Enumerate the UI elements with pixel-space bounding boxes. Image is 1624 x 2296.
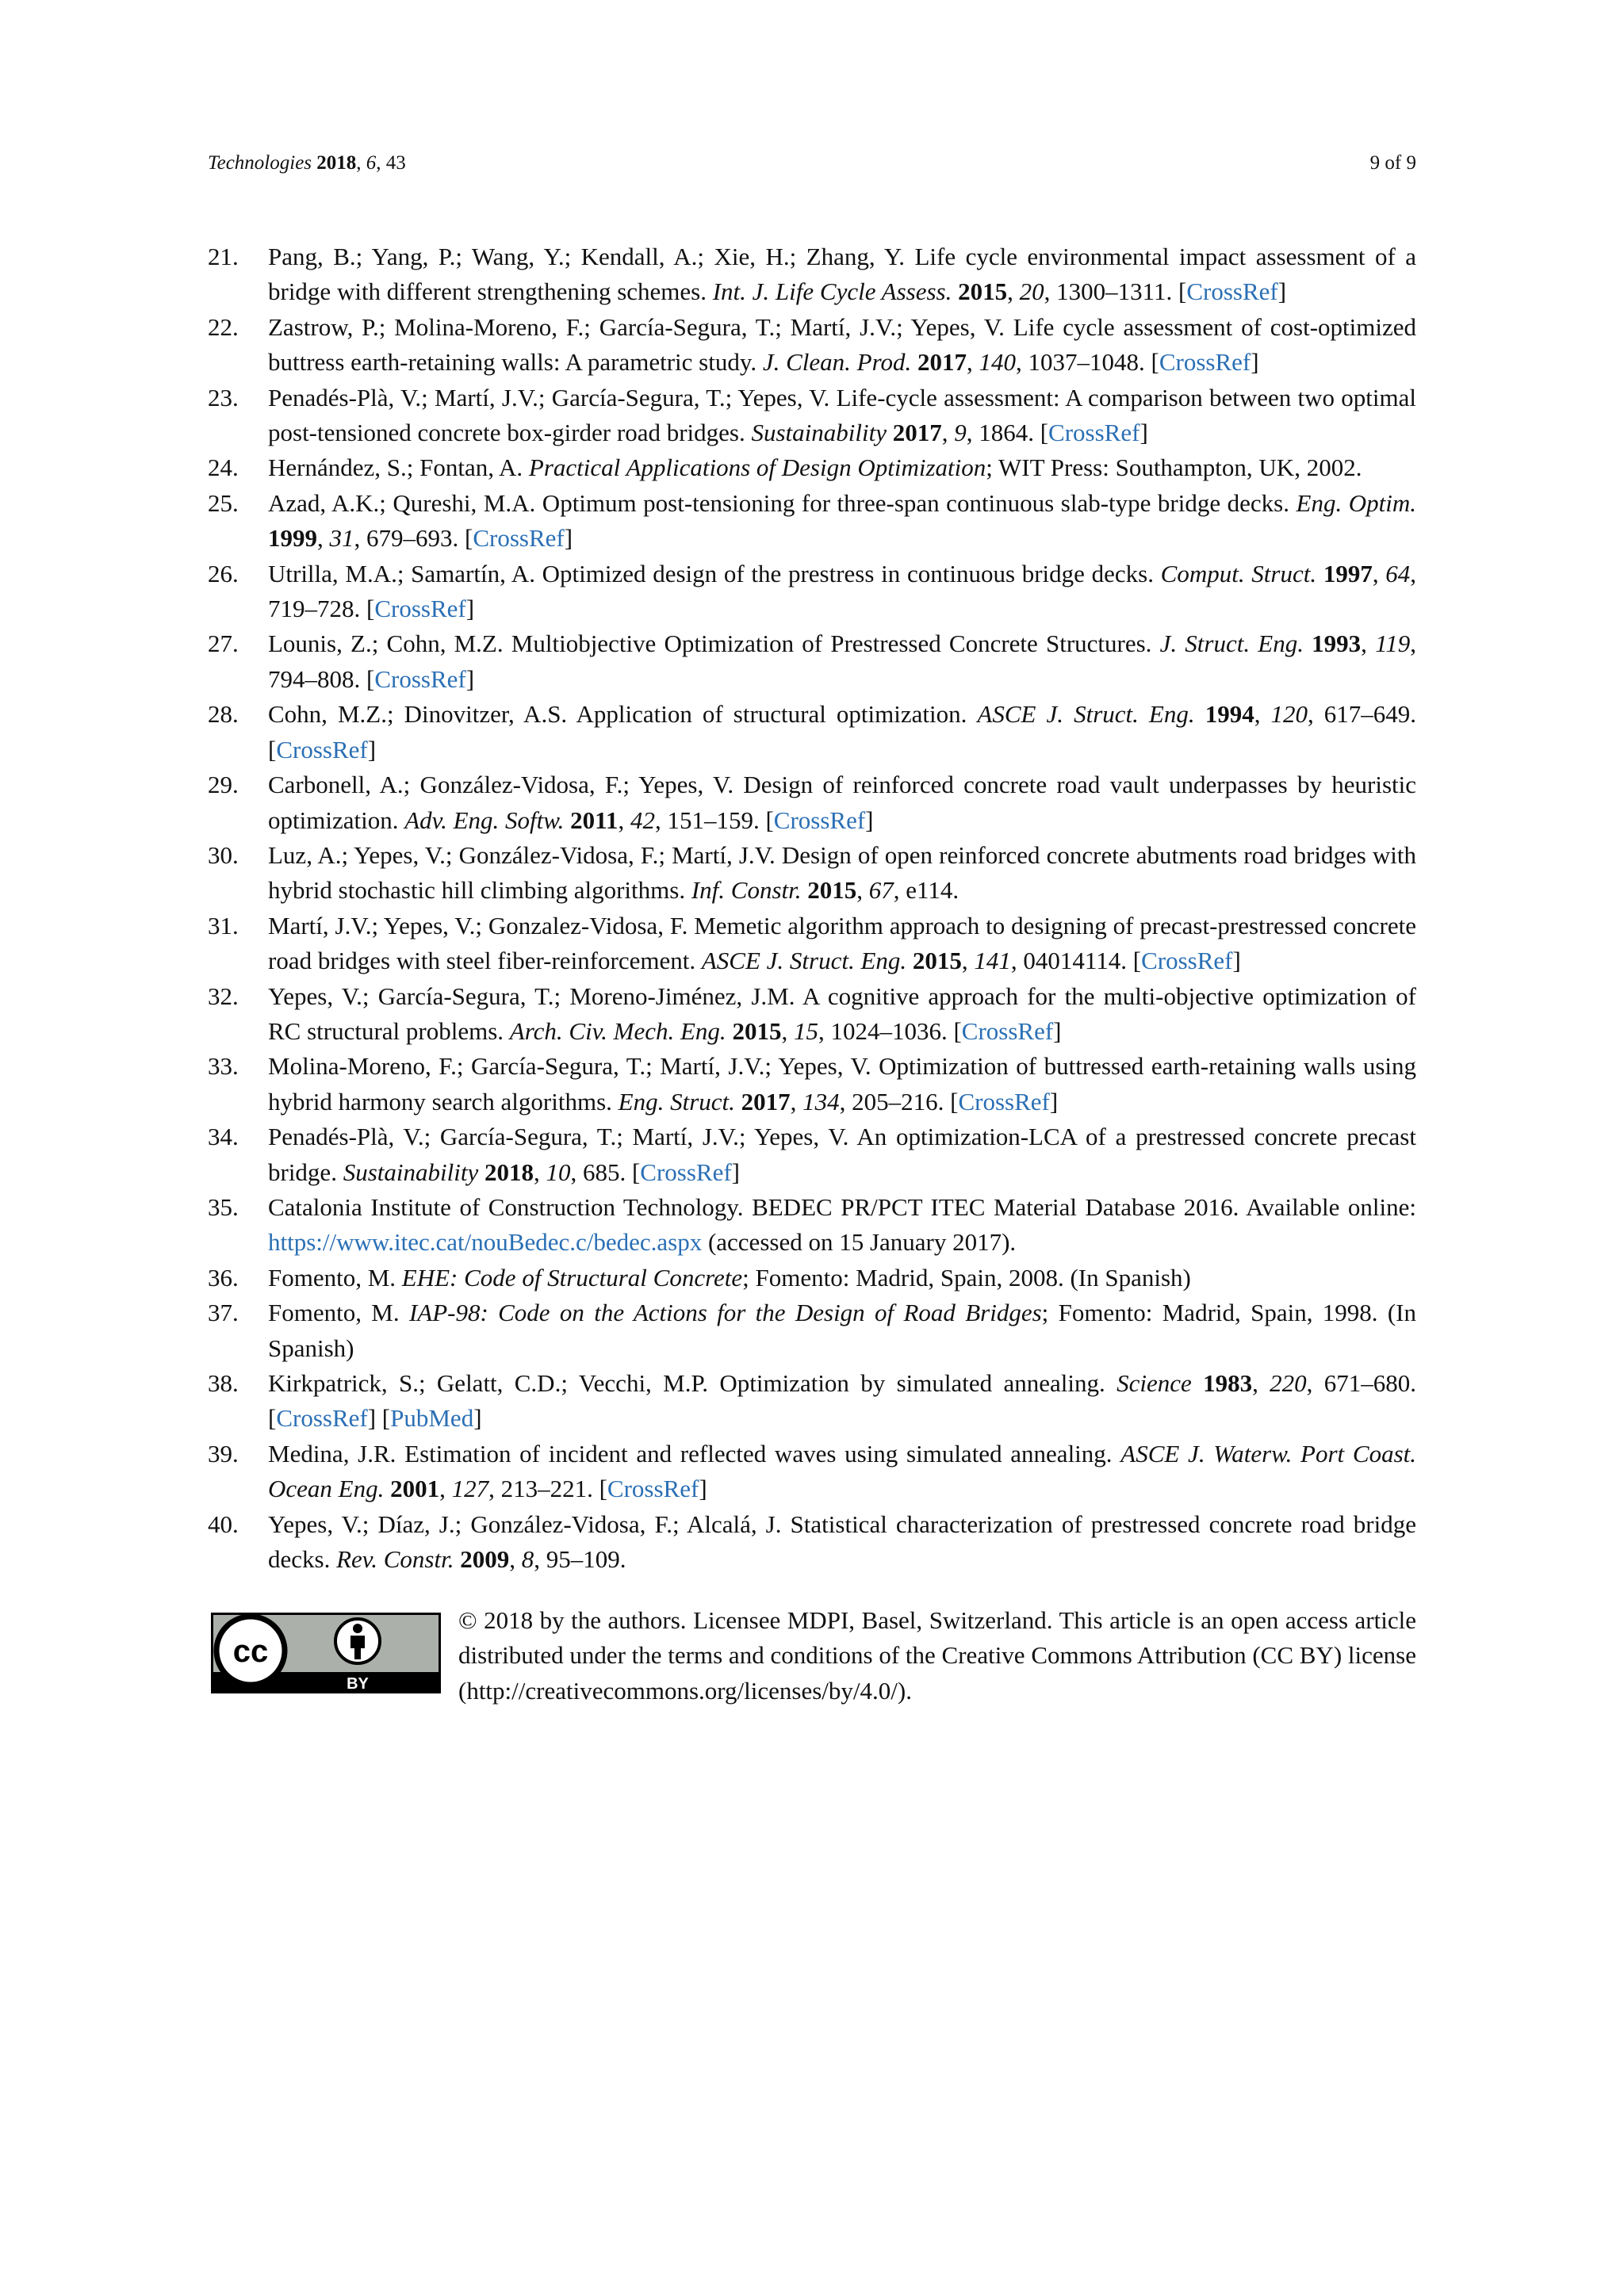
reference-text: Azad, A.K.; Qureshi, M.A. Optimum post-tensioning for three-span continuous slab-type bridge decks.	[268, 488, 1297, 517]
reference-number: 28.	[208, 700, 239, 729]
reference-item	[208, 1437, 1416, 1507]
reference-italic: Sustainability	[343, 1158, 479, 1186]
reference-number: 27.	[208, 629, 239, 658]
reference-number: 35.	[208, 1192, 239, 1221]
journal-name: Technologies	[208, 152, 312, 174]
reference-number: 39.	[208, 1439, 239, 1468]
reference-link[interactable]: CrossRef	[961, 1016, 1054, 1045]
reference-year: 1983	[1203, 1369, 1253, 1397]
reference-number: 22.	[208, 312, 239, 341]
reference-text: Penadés-Plà, V.; García-Segura, T.; Martí, J.V.; Yepes, V. An optimization-LCA of a prestressed concrete precast bridge.	[268, 1123, 1416, 1186]
reference-italic: 134	[802, 1087, 840, 1115]
reference-item	[208, 767, 1416, 838]
reference-text: ,	[961, 947, 975, 975]
reference-italic: Adv. Eng. Softw.	[404, 806, 565, 834]
reference-text: ]	[1251, 348, 1259, 377]
reference-link[interactable]: CrossRef	[773, 806, 866, 834]
reference-number: 36.	[208, 1263, 239, 1292]
reference-text: , 1300–1311. [	[1044, 277, 1187, 306]
reference-italic: 9	[954, 419, 967, 447]
reference-italic: 67	[868, 876, 894, 905]
reference-italic: 220	[1270, 1369, 1307, 1397]
license-block	[208, 1603, 1416, 1714]
reference-number: 25.	[208, 488, 239, 517]
reference-italic: J. Struct. Eng.	[1159, 629, 1304, 658]
reference-text	[906, 947, 913, 974]
reference-text: Lounis, Z.; Cohn, M.Z. Multiobjective Optimization of Prestressed Concrete Structures.	[268, 629, 1160, 658]
reference-text: , 1864. [	[966, 419, 1049, 447]
reference-italic: 15	[793, 1016, 818, 1045]
reference-italic: J. Clean. Prod.	[762, 348, 912, 377]
journal-volume: 6	[366, 152, 377, 174]
reference-link[interactable]: CrossRef	[276, 735, 368, 763]
reference-italic: Arch. Civ. Mech. Eng.	[509, 1016, 726, 1045]
reference-text: ,	[781, 1016, 794, 1045]
reference-link[interactable]: CrossRef	[607, 1475, 699, 1503]
reference-text	[1195, 700, 1205, 728]
reference-year: 2015	[912, 947, 962, 975]
reference-text: , 679–693. [	[354, 524, 473, 553]
reference-text: (accessed on 15 January 2017).	[702, 1228, 1017, 1257]
reference-item	[208, 838, 1416, 909]
reference-text: , 213–221. [	[488, 1475, 607, 1503]
reference-text: ,	[790, 1087, 803, 1115]
reference-text: Cohn, M.Z.; Dinovitzer, A.S. Application of structural optimization.	[268, 700, 978, 729]
running-header	[208, 151, 1416, 176]
reference-item	[208, 450, 1416, 485]
reference-link[interactable]: CrossRef	[1159, 348, 1251, 377]
reference-italic: ASCE J. Struct. Eng.	[701, 947, 907, 975]
reference-text: Hernández, S.; Fontan, A.	[268, 453, 529, 482]
reference-text: ]	[865, 806, 874, 834]
reference-italic: 119	[1375, 629, 1411, 658]
reference-text: ]	[564, 524, 573, 553]
license-text: © 2018 by the authors. Licensee MDPI, Basel, Switzerland. This article is an open access article distributed under the terms and conditions of the Creative Commons Attribution (CC BY) license (http://creativecommons.org/licenses/by/4.0/).	[458, 1606, 1416, 1705]
reference-text: , 04014114. [	[1010, 947, 1142, 975]
reference-text: Fomento, M.	[268, 1263, 402, 1292]
reference-number: 30.	[208, 840, 239, 869]
reference-text: , 1024–1036. [	[818, 1016, 962, 1045]
reference-text	[564, 806, 570, 834]
reference-text: , 95–109.	[534, 1545, 626, 1574]
reference-year: 2009	[460, 1545, 510, 1574]
reference-text: ; WIT Press: Southampton, UK, 2002.	[986, 453, 1362, 482]
reference-text	[1192, 1369, 1203, 1397]
reference-link[interactable]: CrossRef	[374, 664, 466, 693]
reference-italic: EHE: Code of Structural Concrete	[401, 1263, 743, 1292]
reference-link[interactable]: CrossRef	[1048, 419, 1140, 447]
reference-item	[208, 1507, 1416, 1578]
reference-link[interactable]: CrossRef	[1186, 277, 1278, 306]
reference-text: Kirkpatrick, S.; Gelatt, C.D.; Vecchi, M.P. Optimization by simulated annealing.	[268, 1369, 1117, 1397]
reference-year: 1997	[1323, 559, 1373, 587]
reference-text: ,	[1372, 559, 1386, 587]
reference-number: 26.	[208, 559, 239, 587]
reference-text: Yepes, V.; Díaz, J.; González-Vidosa, F.; Alcalá, J. Statistical characterization of prestressed concrete road bridge decks.	[268, 1510, 1416, 1574]
reference-text: ,	[317, 524, 330, 553]
reference-text: ,	[533, 1158, 546, 1186]
reference-item	[208, 557, 1416, 627]
reference-italic: 140	[979, 348, 1017, 377]
reference-text	[478, 1158, 485, 1186]
reference-text: Martí, J.V.; Yepes, V.; Gonzalez-Vidosa, F. Memetic algorithm approach to designing of precast-prestressed concrete road bridges with steel fiber-reinforcement.	[268, 911, 1416, 975]
reference-text: , 151–159. [	[654, 806, 774, 834]
cc-by-license-icon[interactable]	[211, 1613, 441, 1693]
page-number: 9 of 9	[1369, 152, 1416, 174]
reference-text: ]	[1232, 947, 1241, 975]
reference-text: , 719–728. [	[268, 559, 1417, 623]
reference-italic: 8	[521, 1545, 534, 1574]
reference-text: ; Fomento: Madrid, Spain, 2008. (In Spanish)	[742, 1263, 1191, 1292]
reference-text: Penadés-Plà, V.; Martí, J.V.; García-Segura, T.; Yepes, V. Life-cycle assessment: A comparison between two optimal post-tensioned concrete box-girder road bridges.	[268, 383, 1416, 447]
reference-italic: 127	[451, 1475, 489, 1503]
by-label: BY	[347, 1675, 369, 1693]
reference-link[interactable]: CrossRef	[958, 1087, 1050, 1115]
reference-text: ,	[856, 876, 869, 905]
reference-italic: ASCE J. Struct. Eng.	[977, 700, 1195, 729]
reference-italic: Int. J. Life Cycle Assess.	[712, 277, 952, 306]
reference-text: ]	[1277, 277, 1287, 306]
reference-text: , 1037–1048. [	[1016, 348, 1159, 377]
reference-text: ; Fomento: Madrid, Spain, 1998. (In Spanish)	[268, 1299, 1416, 1362]
reference-item	[208, 1049, 1416, 1119]
reference-italic: 64	[1385, 559, 1411, 587]
reference-text: ,	[1252, 1369, 1270, 1397]
person-head	[353, 1624, 362, 1633]
reference-text: ]	[1139, 419, 1148, 447]
reference-text: ]	[1049, 1087, 1059, 1115]
reference-text: ,	[967, 348, 979, 377]
reference-item	[208, 697, 1416, 767]
reference-item	[208, 1261, 1416, 1295]
reference-item	[208, 1295, 1416, 1366]
reference-text	[952, 277, 958, 305]
reference-list	[208, 239, 1416, 1577]
reference-year: 1993	[1312, 629, 1362, 658]
reference-text: ,	[618, 806, 630, 834]
reference-italic: Science	[1116, 1369, 1192, 1397]
reference-italic: 31	[329, 524, 354, 553]
reference-number: 40.	[208, 1510, 239, 1538]
reference-text: ,	[1361, 629, 1376, 658]
reference-text: ]	[473, 1404, 482, 1433]
reference-number: 34.	[208, 1123, 239, 1151]
reference-italic: Eng. Struct.	[618, 1087, 735, 1115]
cc-letters: cc	[232, 1634, 269, 1669]
reference-text: ] [	[367, 1404, 391, 1433]
reference-item	[208, 381, 1416, 451]
reference-text	[1304, 629, 1312, 657]
reference-text: , e114.	[893, 876, 959, 905]
reference-text: ]	[465, 595, 475, 623]
reference-year: 2017	[892, 419, 942, 447]
reference-text: Molina-Moreno, F.; García-Segura, T.; Martí, J.V.; Yepes, V. Optimization of buttressed earth-retaining walls using hybrid harmony search algorithms.	[268, 1052, 1416, 1115]
reference-item	[208, 1119, 1416, 1190]
reference-item	[208, 979, 1416, 1050]
reference-italic: 120	[1270, 700, 1308, 729]
reference-text: Fomento, M.	[268, 1299, 409, 1327]
reference-item	[208, 239, 1416, 310]
reference-link[interactable]: CrossRef	[473, 524, 565, 553]
reference-item	[208, 909, 1416, 979]
reference-italic: Rev. Constr.	[336, 1545, 454, 1574]
reference-item	[208, 1366, 1416, 1437]
reference-text: Zastrow, P.; Molina-Moreno, F.; García-Segura, T.; Martí, J.V.; Yepes, V. Life cycle assessment of cost-optimized buttress earth-retaining walls: A parametric study.	[268, 312, 1416, 377]
reference-text	[887, 419, 893, 446]
reference-text: , 794–808. [	[268, 629, 1417, 693]
reference-year: 2018	[484, 1158, 534, 1186]
reference-link[interactable]: PubMed	[390, 1404, 474, 1433]
reference-italic: IAP-98: Code on the Actions for the Design of Road Bridges	[408, 1299, 1042, 1327]
reference-number: 24.	[208, 453, 239, 482]
reference-text: Yepes, V.; García-Segura, T.; Moreno-Jiménez, J.M. A cognitive approach for the multi-objective optimization of RC structural problems.	[268, 982, 1416, 1045]
reference-year: 2015	[732, 1016, 782, 1045]
reference-link[interactable]: CrossRef	[1141, 947, 1233, 975]
reference-text: , 617–649. [	[268, 700, 1417, 763]
reference-text: ,	[509, 1545, 522, 1574]
reference-text: ]	[731, 1158, 740, 1186]
reference-number: 37.	[208, 1299, 239, 1327]
reference-italic: Practical Applications of Design Optimization	[528, 453, 986, 482]
reference-number: 31.	[208, 911, 239, 939]
reference-year: 1994	[1205, 700, 1254, 729]
reference-year: 2015	[807, 876, 857, 905]
reference-text: , 671–680. [	[268, 1369, 1417, 1433]
reference-text: Luz, A.; Yepes, V.; González-Vidosa, F.; Martí, J.V. Design of open reinforced concrete abutments road bridges with hybrid stochastic hill climbing algorithms.	[268, 840, 1416, 905]
reference-year: 2011	[570, 806, 619, 834]
reference-italic: ASCE J. Waterw. Port Coast. Ocean Eng.	[268, 1439, 1416, 1503]
reference-italic: 42	[630, 806, 655, 834]
reference-text: Carbonell, A.; González-Vidosa, F.; Yepes, V. Design of reinforced concrete road vault underpasses by heuristic optimization.	[268, 771, 1416, 834]
reference-text	[735, 1088, 741, 1115]
reference-text	[384, 1475, 390, 1502]
reference-italic: 141	[974, 947, 1011, 975]
reference-text: Pang, B.; Yang, P.; Wang, Y.; Kendall, A.; Xie, H.; Zhang, Y. Life cycle environmental impact assessment of a bridge with different strengthening schemes.	[268, 243, 1416, 306]
reference-number: 32.	[208, 982, 239, 1010]
reference-text: ,	[1007, 277, 1020, 306]
reference-text: , 685. [	[570, 1158, 641, 1186]
reference-year: 2015	[958, 277, 1008, 306]
reference-text: ,	[941, 419, 955, 447]
reference-item	[208, 310, 1416, 381]
reference-number: 38.	[208, 1369, 239, 1397]
reference-text: ]	[1053, 1016, 1062, 1045]
reference-text: ]	[465, 664, 475, 693]
reference-text: Catalonia Institute of Construction Technology. BEDEC PR/PCT ITEC Material Database 2016. Available online:	[268, 1192, 1416, 1221]
reference-number: 29.	[208, 771, 239, 799]
reference-item	[208, 626, 1416, 697]
journal-year: 2018	[316, 152, 357, 174]
reference-text: ,	[1254, 700, 1271, 729]
reference-text: Utrilla, M.A.; Samartín, A. Optimized design of the prestress in continuous bridge decks.	[268, 559, 1161, 587]
reference-text: ]	[699, 1475, 707, 1503]
reference-text: ,	[439, 1475, 452, 1503]
reference-text: Medina, J.R. Estimation of incident and reflected waves using simulated annealing.	[268, 1439, 1121, 1468]
reference-text	[911, 348, 917, 376]
reference-italic: Sustainability	[751, 419, 887, 447]
article-number: 43	[385, 152, 406, 174]
reference-italic: 10	[546, 1158, 571, 1186]
reference-link[interactable]: https://www.itec.cat/nouBedec.c/bedec.aspx	[268, 1228, 703, 1257]
reference-link[interactable]: CrossRef	[640, 1158, 732, 1186]
reference-number: 21.	[208, 243, 239, 270]
reference-italic: Eng. Optim.	[1296, 488, 1416, 517]
reference-year: 1999	[268, 524, 317, 553]
reference-year: 2001	[390, 1475, 440, 1503]
reference-number: 33.	[208, 1052, 239, 1081]
reference-text: , 205–216. [	[839, 1087, 959, 1115]
reference-italic: 20	[1019, 277, 1044, 306]
reference-link[interactable]: CrossRef	[276, 1404, 368, 1433]
reference-italic: Inf. Constr.	[691, 876, 802, 905]
reference-text	[1316, 560, 1323, 587]
reference-number: 23.	[208, 383, 239, 411]
reference-link[interactable]: CrossRef	[374, 595, 466, 623]
reference-item	[208, 1190, 1416, 1261]
reference-item	[208, 486, 1416, 557]
citation-header: Technologies 2018, 6, 43	[208, 152, 406, 174]
reference-year: 2017	[741, 1087, 791, 1115]
reference-italic: Comput. Struct.	[1160, 559, 1317, 587]
reference-text: ]	[367, 735, 377, 763]
reference-year: 2017	[917, 348, 967, 377]
